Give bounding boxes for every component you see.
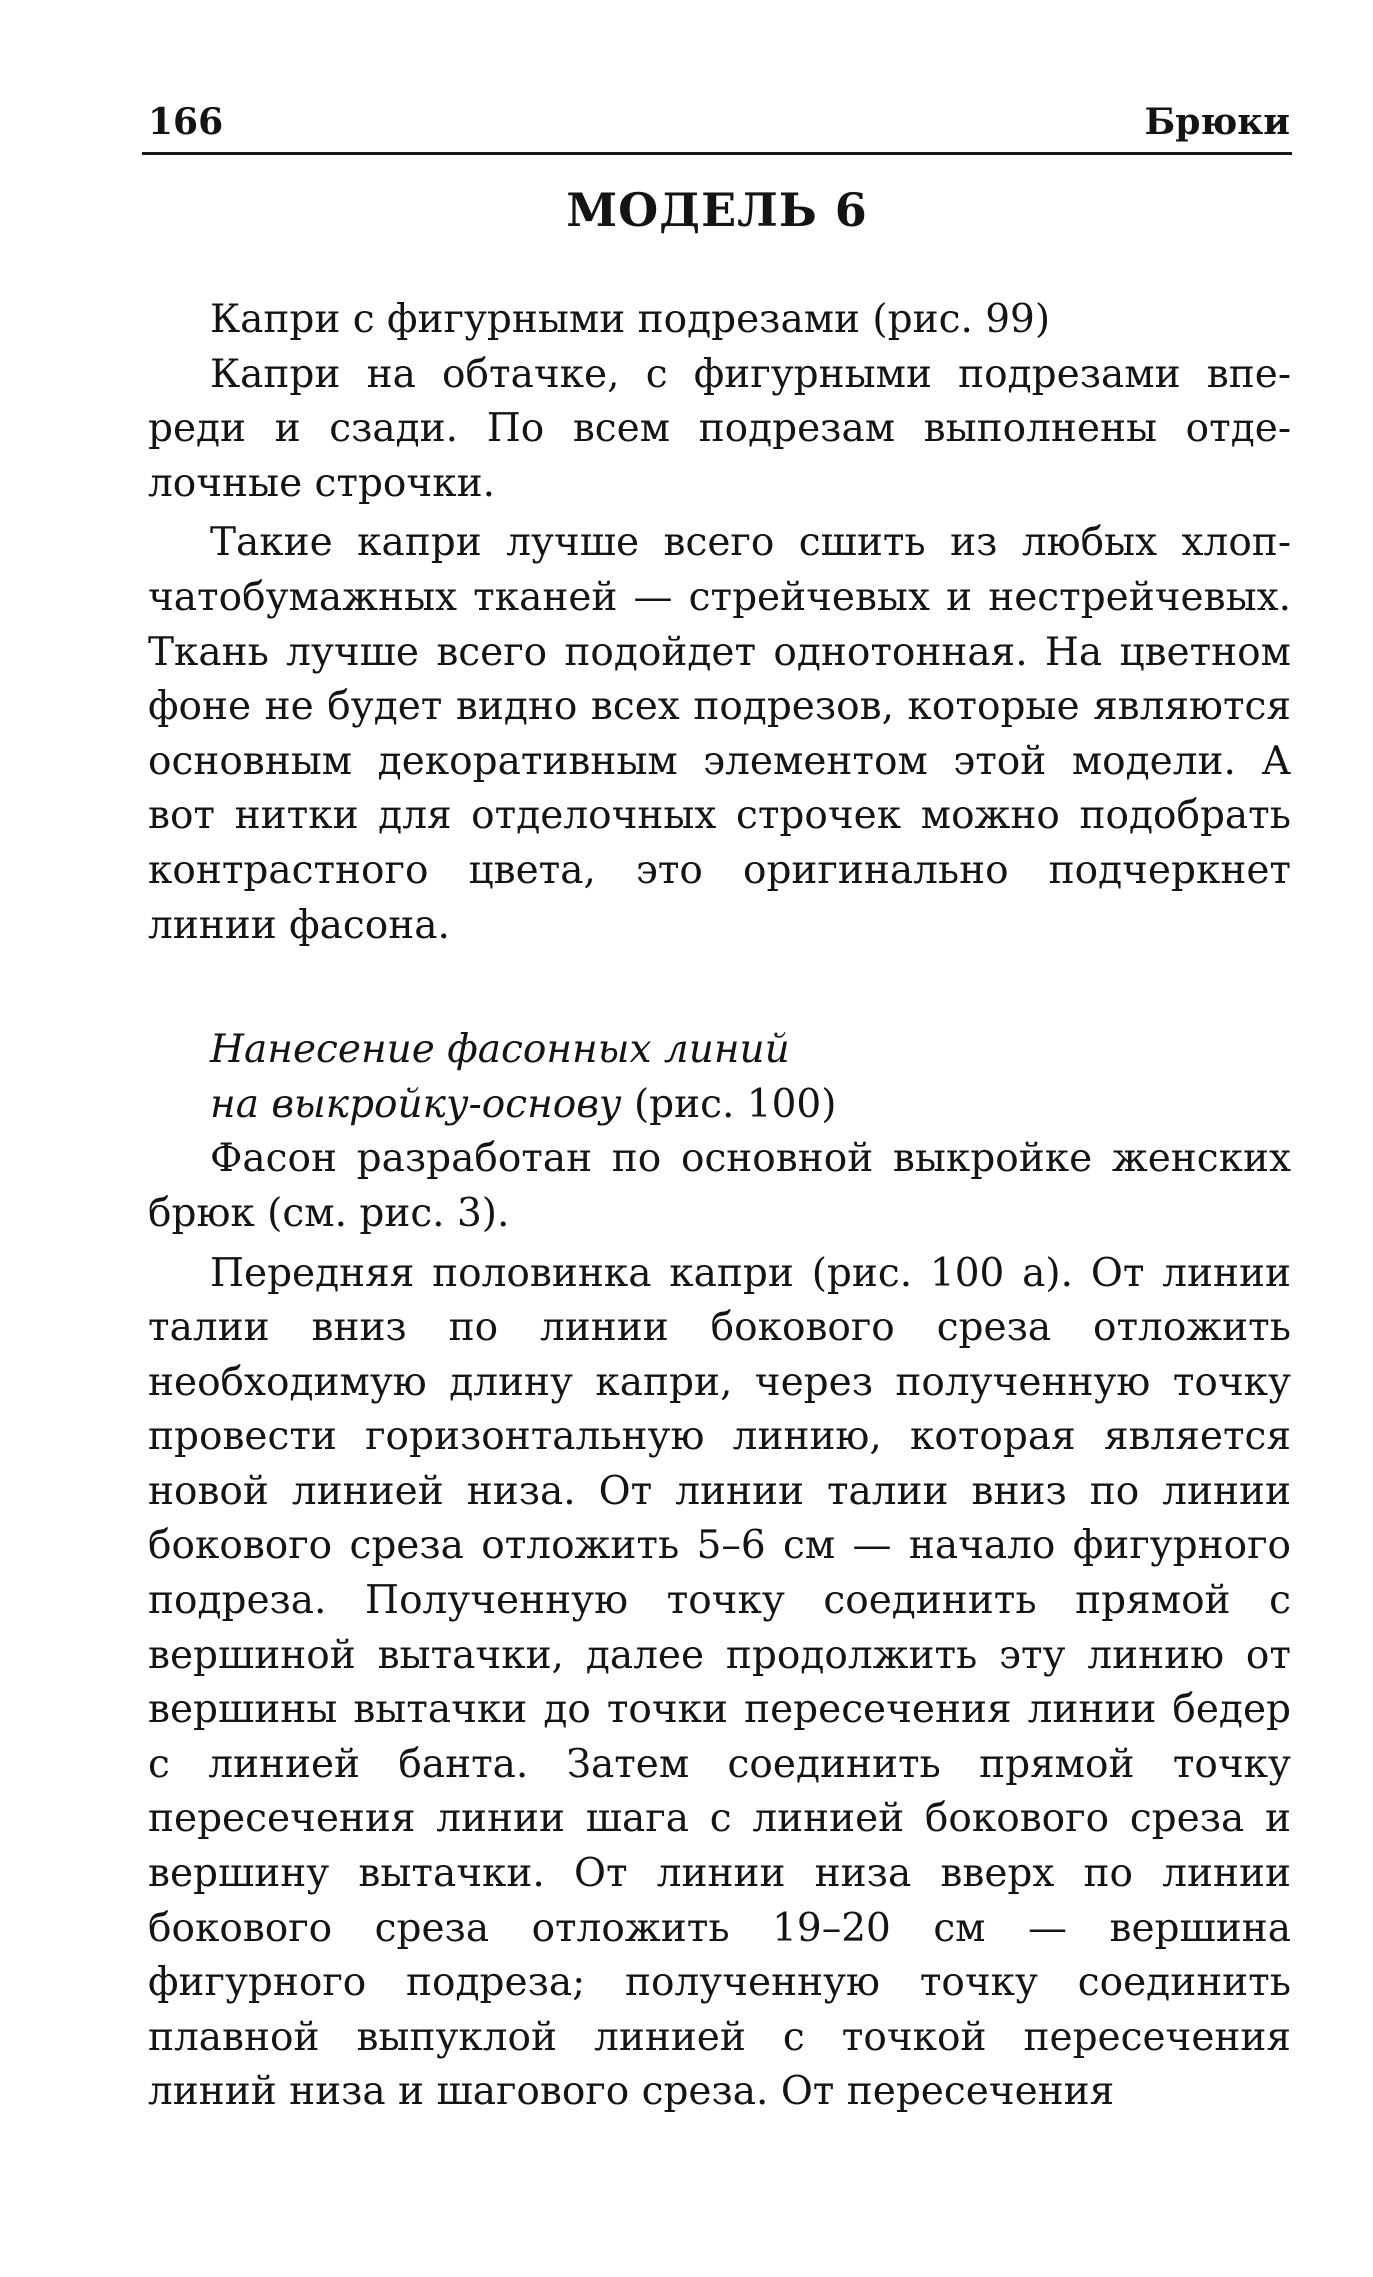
paragraph-front-half: Передняя половинка капри (рис. 100 а). От линии талии вниз по линии бокового среза отложить необходимую длину капри, через полученную точку провести горизонтальную линию, которая является новой линией низа. От линии талии вниз по линии бокового среза отложить 5–6 см — начало фигурного подреза. Полученную точку соединить прямой с вершиной вытачки, далее продолжить эту линию от вершины вытачки до точки пересечения линии бедер с линией банта. Затем соединить прямой точку пересечения линии шага с линией бокового среза и вершину вытачки. От линии низа вверх по линии бокового среза отложить 19–20 см — вершина фигурного подреза; полученную точку соединить плавной выпуклой линией с точкой пересечения линий низа и шагового среза. От пересечения [148,1250,1291,2115]
body-text [148,293,1291,2120]
subheading [148,1023,1291,1132]
model-title: МОДЕЛЬ 6 [566,183,868,237]
running-header [142,96,1292,155]
paragraph-fabric: Такие капри лучше всего сшить из любых хлопчатобумажных тканей — стрейчевых и нестрейчевых. Ткань лучше всего подойдет однотонная. На цветном фоне не будет видно всех подрезов, которые являются основным декоративным элементом этой модели. А вот нитки для отделочных строчек можно подобрать контрастного цвета, это оригинально подчеркнет линии фасона. [148,520,1291,948]
paragraph-base-pattern: Фасон разработан по основной выкройке женских брюк (см. рис. 3). [148,1136,1291,1236]
subheading-figure-ref: (рис. 100) [621,1081,837,1127]
subheading-italic-1: Нанесение фасонных линий [210,1027,790,1073]
paragraph-model-caption: Капри с фигурными подрезами (рис. 99) [210,297,1051,342]
subheading-line-1 [148,1023,1291,1078]
paragraph-description: Капри на обтачке, с фигурными подрезами впереди и сзади. По всем подрезам выполнены отделочные строчки. [148,351,1291,506]
subheading-line-2 [148,1078,1291,1133]
section-title: Брюки [1144,101,1290,143]
page-number: 166 [148,101,224,143]
subheading-italic-2: на выкройку-основу [210,1081,622,1127]
